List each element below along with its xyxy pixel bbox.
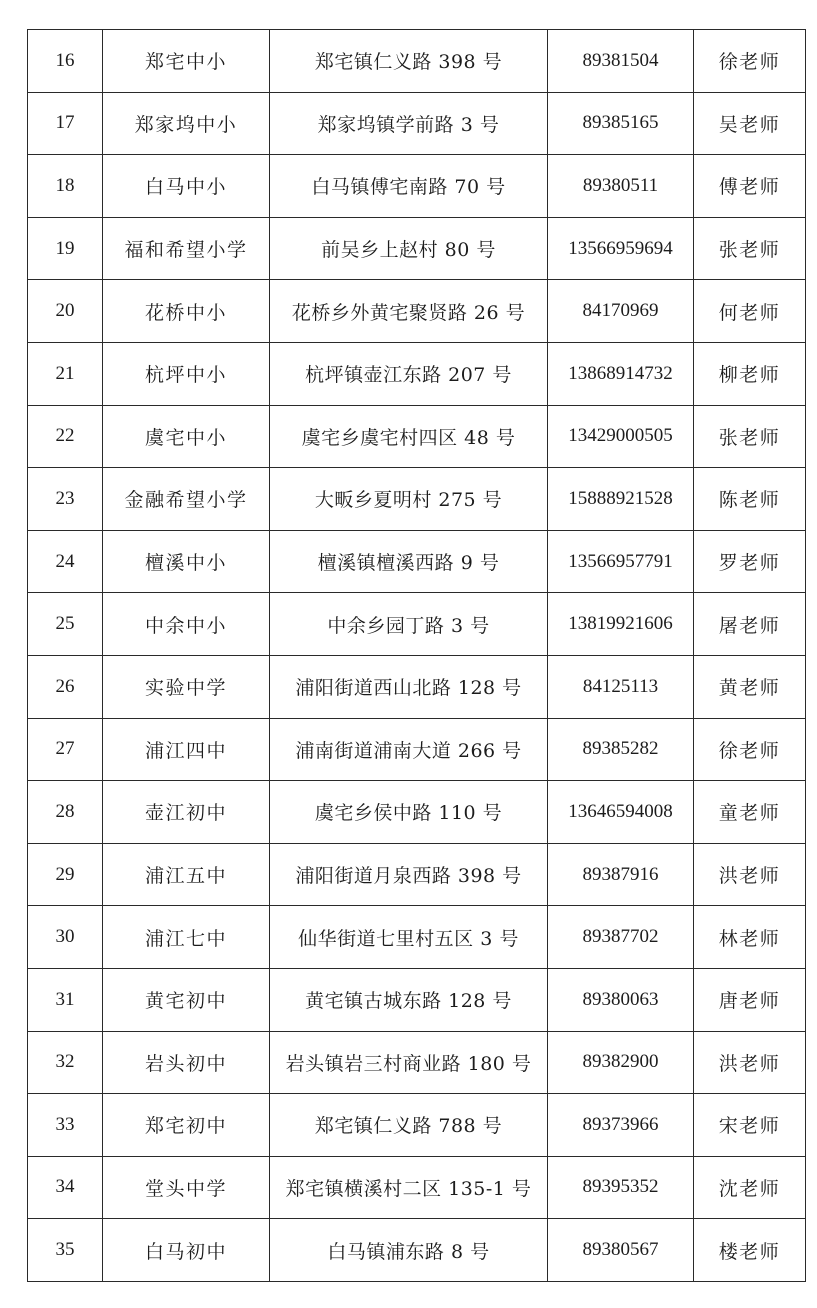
contact-teacher: 傅老师 (694, 155, 806, 218)
table-row (28, 781, 806, 844)
school-address: 仙华街道七里村五区 3 号 (270, 906, 548, 969)
table-row (28, 342, 806, 405)
table-row (28, 468, 806, 531)
school-address: 中余乡园丁路 3 号 (270, 593, 548, 656)
table-row (28, 906, 806, 969)
phone-number: 89382900 (548, 1031, 694, 1094)
table-row (28, 155, 806, 218)
phone-number: 89385165 (548, 92, 694, 155)
row-index: 21 (28, 342, 103, 405)
table-row (28, 92, 806, 155)
school-address: 白马镇浦东路 8 号 (270, 1219, 548, 1282)
school-address: 杭坪镇壶江东路 207 号 (270, 342, 548, 405)
row-index: 17 (28, 92, 103, 155)
school-name: 郑宅中小 (103, 30, 270, 93)
school-name: 黄宅初中 (103, 968, 270, 1031)
table-row (28, 718, 806, 781)
phone-number: 89380567 (548, 1219, 694, 1282)
phone-number: 13566957791 (548, 530, 694, 593)
phone-number: 15888921528 (548, 468, 694, 531)
contact-teacher: 柳老师 (694, 342, 806, 405)
school-name: 中余中小 (103, 593, 270, 656)
contact-teacher: 沈老师 (694, 1156, 806, 1219)
school-address: 郑宅镇横溪村二区 135-1 号 (270, 1156, 548, 1219)
school-address: 白马镇傅宅南路 70 号 (270, 155, 548, 218)
school-address: 浦南街道浦南大道 266 号 (270, 718, 548, 781)
table-row (28, 530, 806, 593)
contact-teacher: 吴老师 (694, 92, 806, 155)
school-name: 花桥中小 (103, 280, 270, 343)
contact-teacher: 黄老师 (694, 655, 806, 718)
school-contact-table (27, 29, 806, 1282)
school-address: 岩头镇岩三村商业路 180 号 (270, 1031, 548, 1094)
contact-teacher: 洪老师 (694, 1031, 806, 1094)
row-index: 20 (28, 280, 103, 343)
contact-teacher: 童老师 (694, 781, 806, 844)
school-address: 郑宅镇仁义路 398 号 (270, 30, 548, 93)
phone-number: 89395352 (548, 1156, 694, 1219)
row-index: 19 (28, 217, 103, 280)
row-index: 16 (28, 30, 103, 93)
phone-number: 13819921606 (548, 593, 694, 656)
contact-teacher: 张老师 (694, 405, 806, 468)
row-index: 34 (28, 1156, 103, 1219)
table-row (28, 1219, 806, 1282)
phone-number: 89373966 (548, 1094, 694, 1157)
school-name: 杭坪中小 (103, 342, 270, 405)
row-index: 32 (28, 1031, 103, 1094)
table-row (28, 968, 806, 1031)
school-address: 黄宅镇古城东路 128 号 (270, 968, 548, 1031)
school-address: 花桥乡外黄宅聚贤路 26 号 (270, 280, 548, 343)
contact-teacher: 洪老师 (694, 843, 806, 906)
school-name: 虞宅中小 (103, 405, 270, 468)
table-row (28, 1094, 806, 1157)
contact-teacher: 宋老师 (694, 1094, 806, 1157)
table-row (28, 280, 806, 343)
phone-number: 84125113 (548, 655, 694, 718)
phone-number: 89385282 (548, 718, 694, 781)
phone-number: 13646594008 (548, 781, 694, 844)
phone-number: 89380063 (548, 968, 694, 1031)
school-name: 堂头中学 (103, 1156, 270, 1219)
school-name: 郑宅初中 (103, 1094, 270, 1157)
table-row (28, 217, 806, 280)
row-index: 27 (28, 718, 103, 781)
phone-number: 13868914732 (548, 342, 694, 405)
school-name: 岩头初中 (103, 1031, 270, 1094)
school-address: 郑家坞镇学前路 3 号 (270, 92, 548, 155)
phone-number: 89381504 (548, 30, 694, 93)
phone-number: 89380511 (548, 155, 694, 218)
school-name: 白马中小 (103, 155, 270, 218)
school-address: 虞宅乡侯中路 110 号 (270, 781, 548, 844)
school-address: 檀溪镇檀溪西路 9 号 (270, 530, 548, 593)
school-name: 浦江五中 (103, 843, 270, 906)
table-row (28, 405, 806, 468)
row-index: 30 (28, 906, 103, 969)
contact-teacher: 陈老师 (694, 468, 806, 531)
school-name: 金融希望小学 (103, 468, 270, 531)
school-name: 白马初中 (103, 1219, 270, 1282)
table-row (28, 843, 806, 906)
row-index: 33 (28, 1094, 103, 1157)
table-row (28, 1031, 806, 1094)
row-index: 23 (28, 468, 103, 531)
school-address: 虞宅乡虞宅村四区 48 号 (270, 405, 548, 468)
phone-number: 13566959694 (548, 217, 694, 280)
row-index: 28 (28, 781, 103, 844)
row-index: 35 (28, 1219, 103, 1282)
school-name: 浦江四中 (103, 718, 270, 781)
contact-teacher: 何老师 (694, 280, 806, 343)
school-name: 实验中学 (103, 655, 270, 718)
phone-number: 89387916 (548, 843, 694, 906)
row-index: 24 (28, 530, 103, 593)
contact-teacher: 屠老师 (694, 593, 806, 656)
phone-number: 84170969 (548, 280, 694, 343)
row-index: 25 (28, 593, 103, 656)
contact-teacher: 徐老师 (694, 30, 806, 93)
school-address: 浦阳街道月泉西路 398 号 (270, 843, 548, 906)
row-index: 22 (28, 405, 103, 468)
table-row (28, 30, 806, 93)
school-name: 檀溪中小 (103, 530, 270, 593)
phone-number: 89387702 (548, 906, 694, 969)
contact-teacher: 楼老师 (694, 1219, 806, 1282)
school-address: 大畈乡夏明村 275 号 (270, 468, 548, 531)
school-name: 郑家坞中小 (103, 92, 270, 155)
row-index: 31 (28, 968, 103, 1031)
contact-teacher: 张老师 (694, 217, 806, 280)
row-index: 26 (28, 655, 103, 718)
phone-number: 13429000505 (548, 405, 694, 468)
school-name: 浦江七中 (103, 906, 270, 969)
row-index: 29 (28, 843, 103, 906)
contact-teacher: 罗老师 (694, 530, 806, 593)
school-name: 壶江初中 (103, 781, 270, 844)
table-row (28, 655, 806, 718)
row-index: 18 (28, 155, 103, 218)
school-address: 前吴乡上赵村 80 号 (270, 217, 548, 280)
contact-teacher: 林老师 (694, 906, 806, 969)
school-address: 浦阳街道西山北路 128 号 (270, 655, 548, 718)
school-name: 福和希望小学 (103, 217, 270, 280)
table-row (28, 593, 806, 656)
school-address: 郑宅镇仁义路 788 号 (270, 1094, 548, 1157)
contact-teacher: 唐老师 (694, 968, 806, 1031)
table-row (28, 1156, 806, 1219)
contact-teacher: 徐老师 (694, 718, 806, 781)
